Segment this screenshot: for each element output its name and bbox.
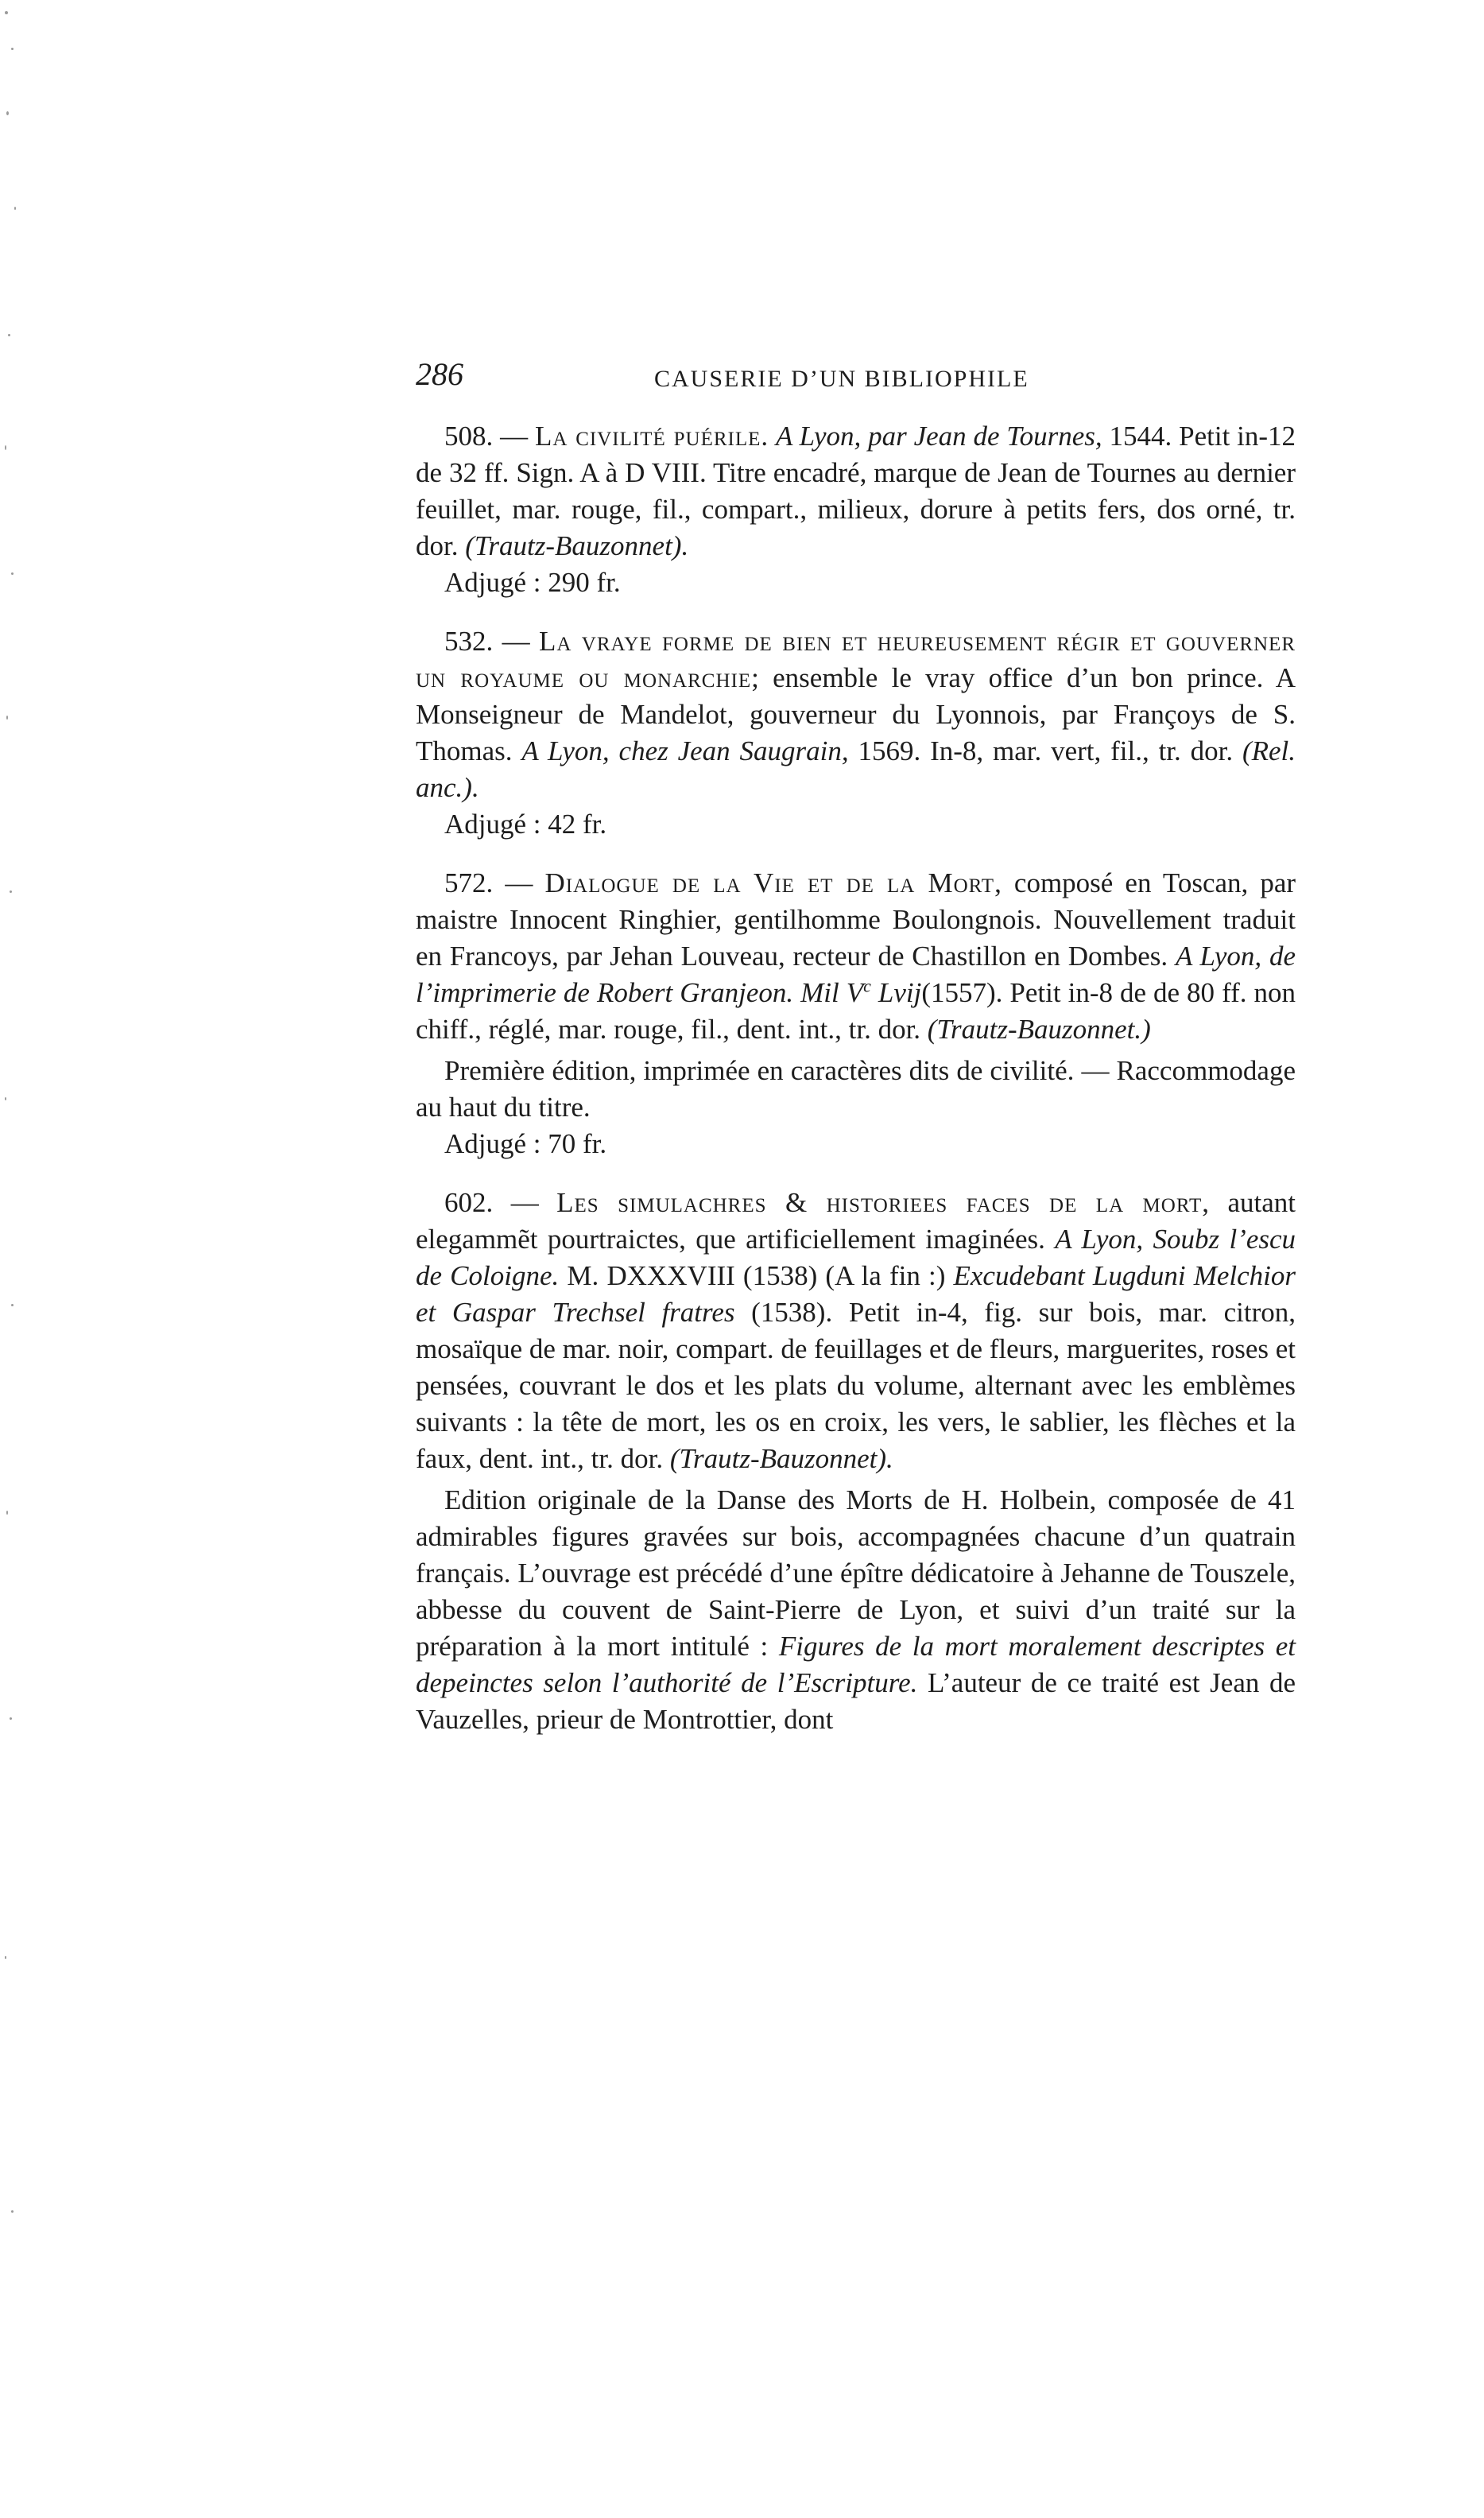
entry-title: La vraye forme de bien et heureusement régir et gouverner un royaume ou monarchie [416, 626, 1296, 693]
page-number: 286 [416, 356, 463, 392]
entry-description [416, 1185, 1296, 1477]
entry-title: Dialogue de la Vie et de la Mort, [544, 867, 1002, 898]
catalog-entry [416, 865, 1296, 1162]
catalog-entry [416, 623, 1296, 843]
entry-price: Adjugé : 70 fr. [444, 1128, 607, 1159]
entry-imprint: A Lyon, de l’imprimerie de Robert Granjeon. Mil V [416, 941, 1296, 1008]
entry-description [416, 418, 1296, 565]
entry-body: ; ensemble le vray office d’un bon prince. A Monseigneur de Mandelot, gouverneur du Lyonnois, par Françoys de S. Thomas. [416, 662, 1296, 766]
entry-dash: — [510, 1187, 539, 1218]
note-text: Edition originale de la Danse des Morts de H. Holbein, composée de 41 admirables figures gravées sur bois, accompagnées chacune d’un quatrain français. L’ouvrage est précédé d’une épître dédicatoire à Jehanne de Touszele, abbesse du couvent de Saint-Pierre de Lyon, et suivi d’un traité sur la préparation à la mort intitulé : [416, 1484, 1296, 1662]
entry-dash: — [500, 421, 529, 452]
entry-number: 602. [444, 1187, 494, 1218]
entry-description [416, 623, 1296, 806]
entry-title: La civilité puérile. [534, 421, 769, 452]
entry-binder: (Trautz-Bauzonnet.) [927, 1014, 1151, 1045]
entry-imprint: A Lyon, chez Jean Saugrain, [521, 735, 849, 766]
entry-body: M. DXXXVIII (1538) (A la fin :) [567, 1260, 946, 1291]
entry-body: (1557). Petit in-8 de de 80 ff. non chiff., réglé, mar. rouge, fil., dent. int., tr. dor. [416, 977, 1296, 1045]
note-title: Figures de la mort moralement descriptes et depeinctes selon l’authorité de l’Escripture. [416, 1631, 1296, 1698]
scan-edge-noise [0, 0, 24, 2518]
entry-description [416, 865, 1296, 1048]
entry-price: Adjugé : 42 fr. [444, 809, 607, 840]
entry-binder: (Trautz-Bauzonnet). [669, 1443, 893, 1474]
entry-note [416, 1482, 1296, 1738]
entry-binder: (Trautz-Bauzonnet). [465, 530, 689, 561]
entry-dash: — [505, 867, 533, 898]
entry-imprint: A Lyon, par Jean de Tournes, [776, 421, 1102, 452]
note-text: L’auteur de ce traité est Jean de Vauzelles, prieur de Montrottier, dont [416, 1667, 1296, 1735]
entry-binder: (Rel. anc.). [416, 735, 1296, 803]
entry-colophon: Excudebant Lugduni Melchior et Gaspar Trechsel fratres [416, 1260, 1296, 1328]
entry-imprint: A Lyon, Soubz l’escu de Coloigne. [416, 1224, 1296, 1291]
entry-imprint-end: Lvij [878, 977, 922, 1008]
entry-title: Les simulachres & historiees faces de la mort, [556, 1187, 1211, 1218]
entry-body: composé en Toscan, par maistre Innocent Ringhier, gentilhomme Boulongnois. Nouvellement traduit en Francoys, par Jehan Louveau, recteur de Chastillon en Dombes. [416, 867, 1296, 972]
entry-body: 1544. Petit in-12 de 32 ff. Sign. A à D VIII. Titre encadré, marque de Jean de Tournes au dernier feuillet, mar. rouge, fil., compart., milieux, dorure à petits fers, dos orné, tr. dor. [416, 421, 1296, 561]
entry-body: 1569. In-8, mar. vert, fil., tr. dor. [858, 735, 1234, 766]
entry-body: (1538). Petit in-4, fig. sur bois, mar. citron, mosaïque de mar. noir, compart. de feuillages et de fleurs, marguerites, roses et pensées, couvrant le dos et les plats du volume, alternant avec les emblèmes suivants : la tête de mort, les os en croix, les vers, le sablier, les flèches et la faux, dent. int., tr. dor. [416, 1297, 1296, 1474]
catalog-entry [416, 418, 1296, 601]
entry-number: 508. [444, 421, 494, 452]
entry-dash: — [502, 626, 530, 657]
entry-number: 572. [444, 867, 494, 898]
entry-price: Adjugé : 290 fr. [444, 567, 621, 598]
running-head [416, 356, 1296, 412]
page-text [416, 356, 1296, 1760]
entry-number: 532. [444, 626, 494, 657]
catalog-entry [416, 1185, 1296, 1738]
running-title: CAUSERIE D’UN BIBLIOPHILE [654, 366, 1029, 392]
entry-body: autant elegammẽt pourtraictes, que artificiellement imaginées. [416, 1187, 1296, 1255]
entry-note: Première édition, imprimée en caractères dits de civilité. — Raccommodage au haut du titre. [416, 1055, 1296, 1123]
entry-imprint-sup: c [863, 976, 871, 996]
